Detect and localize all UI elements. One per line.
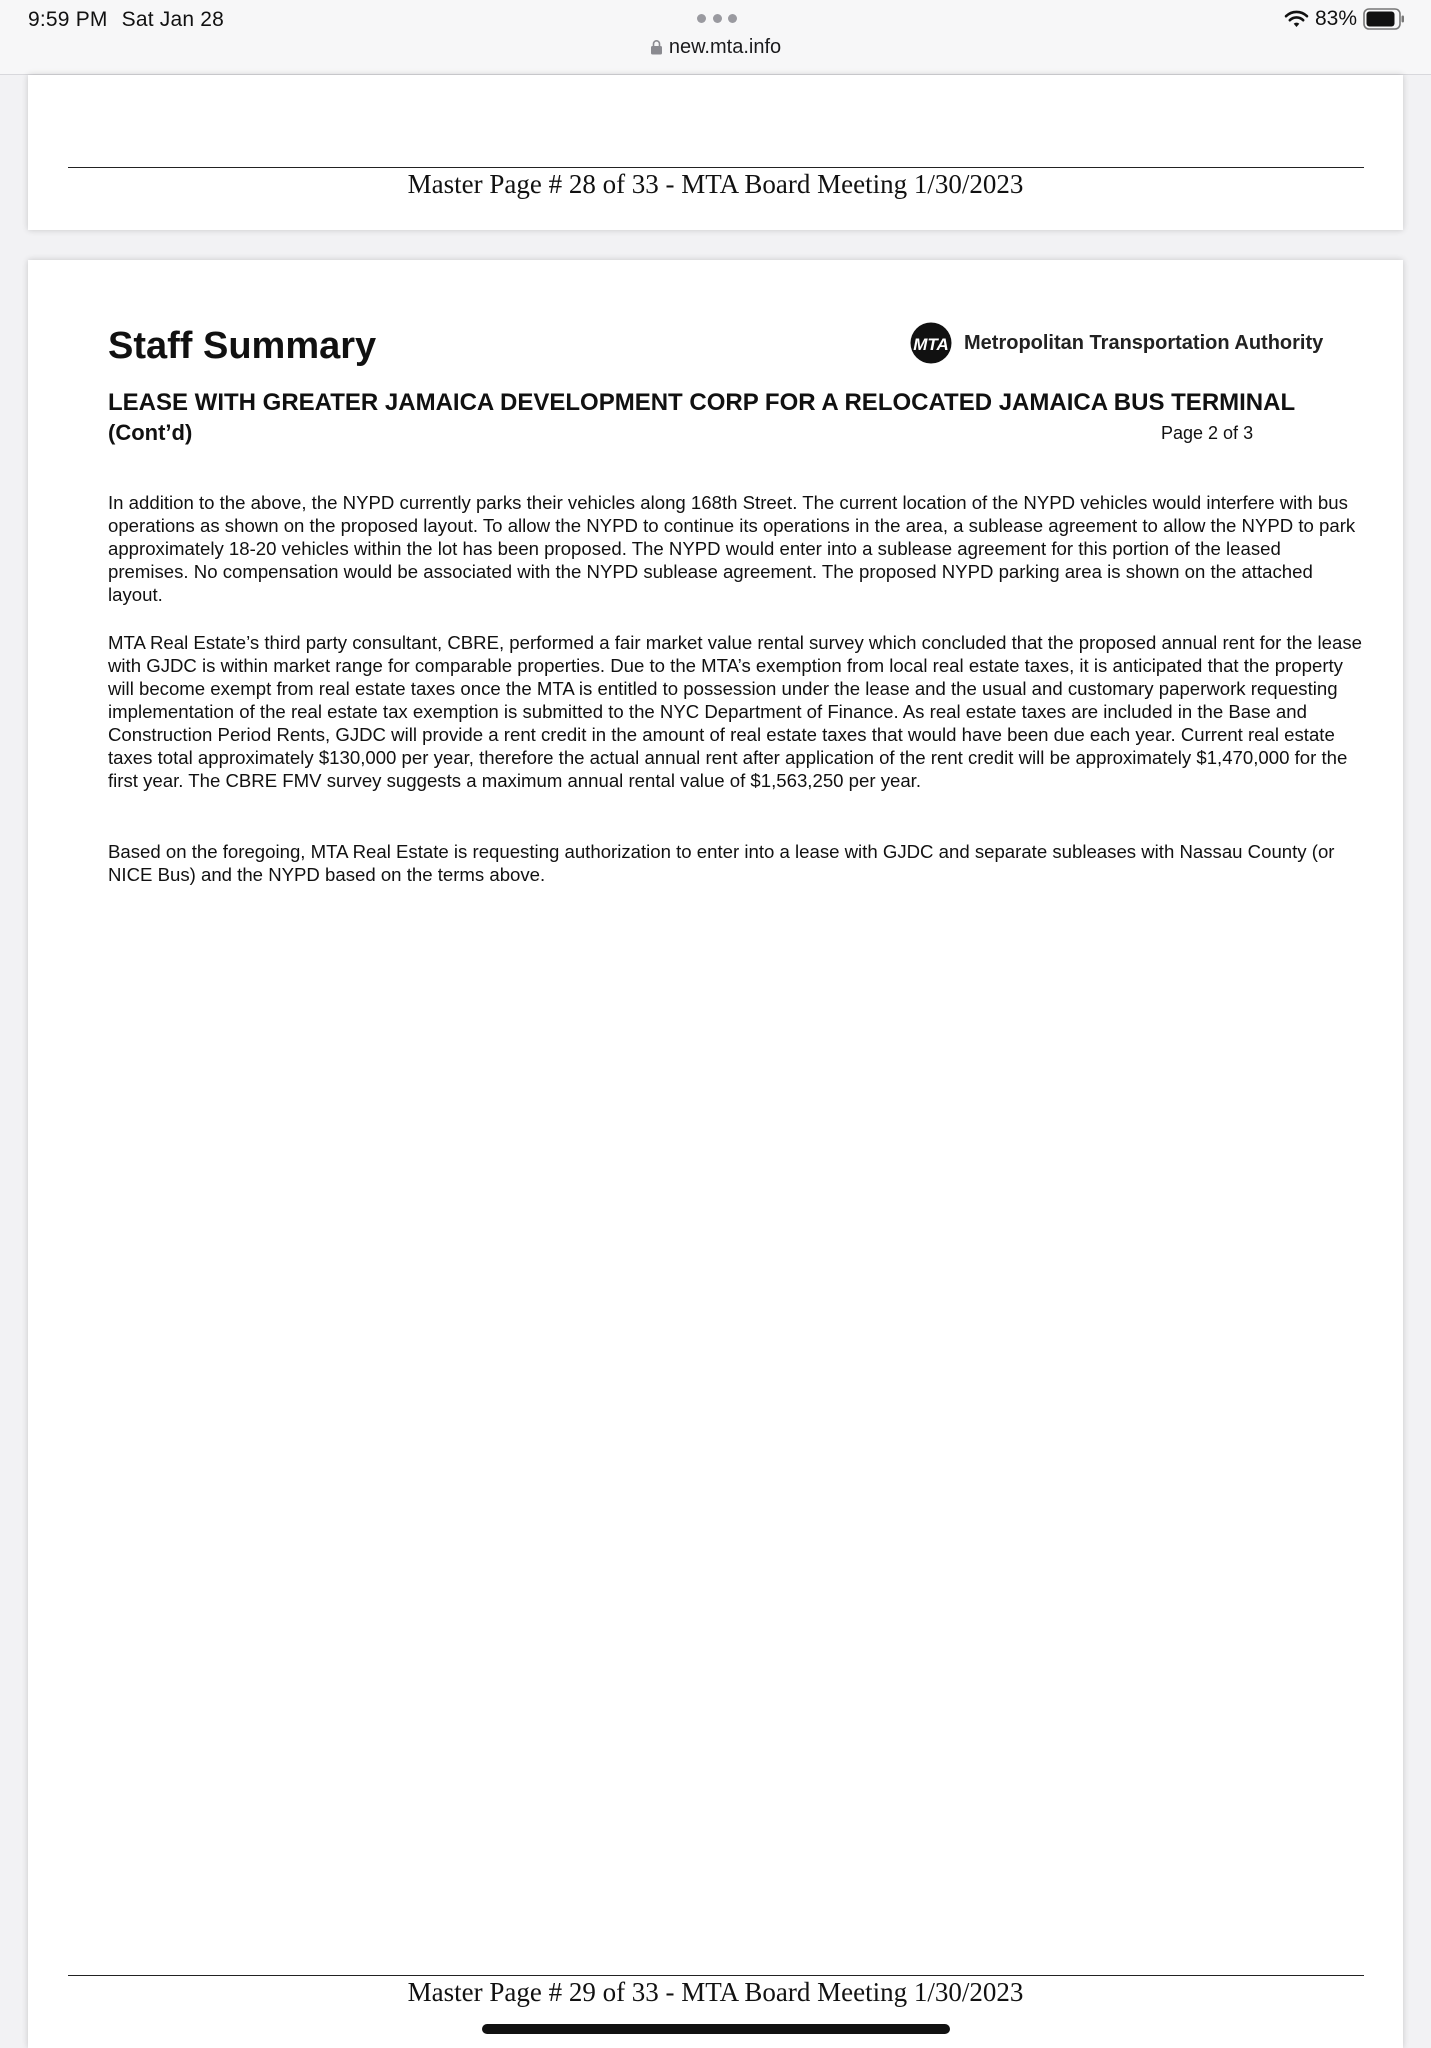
pdf-page-29 [28,260,1403,2048]
status-bar [0,0,1431,75]
status-date: Sat Jan 28 [121,8,225,31]
address-bar[interactable] [0,36,1431,59]
wifi-icon [1284,9,1309,29]
battery-percent: 83% [1314,7,1357,30]
lock-icon [650,39,663,55]
paragraph-nypd-parking: In addition to the above, the NYPD currently parks their vehicles along 168th Street. The current location of the NYPD vehicles would interfere with bus operations as shown on the proposed layout. To allow the NYPD to continue its operations in the area, a sublease agreement to allow the NYPD to park approximately 18-20 vehicles within the lot has been proposed. The NYPD would enter into a sublease agreement for this portion of the leased premises. No compensation would be associated with the NYPD sublease agreement. The proposed NYPD parking area is shown on the attached layout. [108,492,1356,605]
org-name: Metropolitan Transportation Authority [964,331,1324,354]
paragraph-authorization: Based on the foregoing, MTA Real Estate is requesting authorization to enter into a lease with GJDC and separate subleases with Nassau County (or NICE Bus) and the NYPD based on the terms above. [108,841,1335,885]
mta-logo-text: MTA [913,335,949,354]
page-number: Page 2 of 3 [1161,423,1254,443]
mta-branding [910,322,1323,364]
status-time [28,8,224,32]
dot [697,14,706,23]
multitasking-dots[interactable] [697,14,737,24]
heading-text: LEASE WITH GREATER JAMAICA DEVELOPMENT CORP FOR A RELOCATED JAMAICA BUS TERMINAL [108,389,1295,416]
paragraph-fair-market-value: MTA Real Estate’s third party consultant, CBRE, performed a fair market value rental survey which concluded that the proposed annual rent for the lease with GJDC is within market range for comparable properties. Due to the MTA’s exemption from local real estate taxes, it is anticipated that the property will become exempt from real estate taxes once the MTA is entitled to possession under the lease and the usual and customary paperwork requesting implementation of the real estate tax exemption is submitted to the NYC Department of Finance. As real estate taxes are included in the Base and Construction Period Rents, GJDC will provide a rent credit in the amount of real estate taxes that would have been due each year. Current real estate taxes total approximately $130,000 per year, therefore the actual annual rent after application of the rent credit will be approximately $1,470,000 for the first year. The CBRE FMV survey suggests a maximum annual rental value of $1,563,250 per year. [108,632,1363,791]
pdf-page-28 [28,75,1403,230]
mta-logo-icon [910,322,952,364]
dot [713,14,722,23]
battery-icon [1363,8,1405,30]
footer-rule [68,167,1364,168]
section-heading [108,388,1308,448]
page-footer: Master Page # 28 of 33 - MTA Board Meeting 1/30/2023 [407,169,1024,199]
dot [728,14,737,23]
footer-rule [68,1975,1364,1976]
home-indicator[interactable] [482,2024,950,2034]
status-time-text: 9:59 PM [28,8,108,31]
status-indicators [1284,7,1405,31]
document-title: Staff Summary [108,325,377,367]
heading-suffix: (Cont’d) [108,420,193,445]
url-text: new.mta.info [668,36,782,58]
page-footer: Master Page # 29 of 33 - MTA Board Meeting 1/30/2023 [407,1977,1024,2007]
